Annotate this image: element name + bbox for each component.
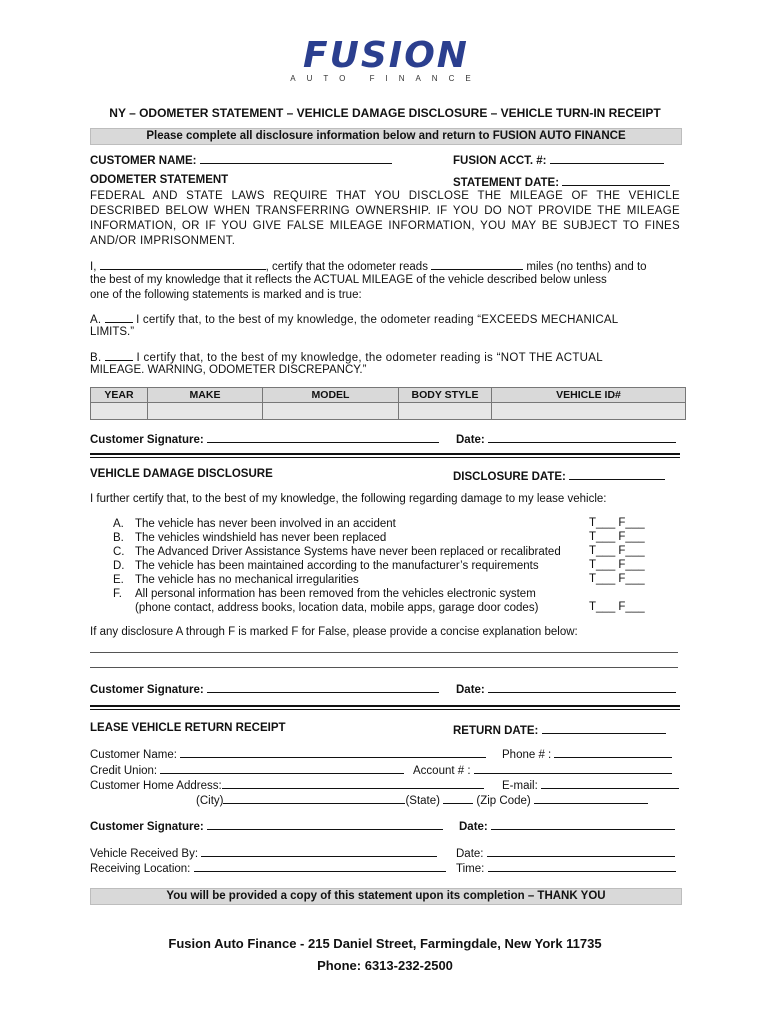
option-b-checkbox[interactable]	[105, 349, 133, 361]
vehicle-table	[90, 387, 686, 420]
signature-label: Customer Signature:	[90, 434, 204, 446]
logo-brand: FUSION	[303, 35, 469, 76]
disclosure-date-label: DISCLOSURE DATE:	[453, 471, 566, 483]
list-item	[113, 559, 539, 573]
customer-signature-field[interactable]	[207, 431, 439, 443]
col-year: YEAR	[91, 388, 148, 403]
customer-signature-field[interactable]	[207, 681, 439, 693]
home-address-field[interactable]	[222, 777, 484, 789]
signature-label: Customer Signature:	[90, 821, 204, 833]
col-make: MAKE	[148, 388, 263, 403]
item-key: A.	[113, 518, 124, 530]
item-key: E.	[113, 574, 124, 586]
damage-heading: VEHICLE DAMAGE DISCLOSURE	[90, 468, 273, 480]
option-a-checkbox[interactable]	[105, 311, 133, 323]
zip-field[interactable]	[534, 792, 648, 804]
body-style-cell[interactable]	[399, 403, 492, 420]
signature-date-field[interactable]	[488, 681, 676, 693]
customer-name-row	[90, 152, 392, 167]
explain-prompt: If any disclosure A through F is marked F for False, please provide a concise explanation below:	[90, 626, 578, 638]
logo-tagline: AUTO FINANCE	[290, 74, 482, 83]
footer-bar: You will be provided a copy of this statement upon its completion – THANK YOU	[90, 888, 682, 905]
credit-union-row	[90, 762, 404, 777]
item-key: F.	[113, 588, 122, 600]
option-b-text2: MILEAGE. WARNING, ODOMETER DISCREPANCY.”	[90, 364, 367, 376]
customer-name-label: CUSTOMER NAME:	[90, 155, 197, 167]
receiving-location-label: Receiving Location:	[90, 863, 191, 875]
state-field[interactable]	[443, 792, 473, 804]
phone-label: Phone # :	[502, 749, 552, 761]
certify-mid: , certify that the odometer reads	[265, 261, 428, 273]
odometer-heading: ODOMETER STATEMENT	[90, 174, 229, 186]
tf-choice[interactable]: T___ F___	[589, 601, 645, 613]
account-label: Account # :	[413, 765, 471, 777]
list-item	[113, 601, 538, 615]
instruction-bar: Please complete all disclosure information below and return to FUSION AUTO FINANCE	[90, 128, 682, 145]
option-a	[90, 311, 680, 326]
option-b	[90, 349, 680, 364]
signature-label: Customer Signature:	[90, 684, 204, 696]
signature-row-1	[90, 431, 439, 446]
account-field[interactable]	[474, 762, 672, 774]
signature-row-2	[90, 681, 439, 696]
item-text: The vehicle has never been involved in an accident	[135, 518, 396, 530]
received-time-label: Time:	[456, 863, 485, 875]
email-row	[502, 777, 679, 792]
document-title: NY – ODOMETER STATEMENT – VEHICLE DAMAGE DISCLOSURE – VEHICLE TURN-IN RECEIPT	[109, 106, 661, 120]
footer-address: Fusion Auto Finance - 215 Daniel Street, Farmingdale, New York 11735	[168, 936, 602, 951]
credit-union-label: Credit Union:	[90, 765, 158, 777]
city-label: (City)	[196, 795, 224, 807]
received-date-field[interactable]	[487, 845, 675, 857]
damage-intro: I further certify that, to the best of my knowledge, the following regarding damage to my lease vehicle:	[90, 493, 607, 505]
signature-row-3	[90, 818, 443, 833]
statement-date-label: STATEMENT DATE:	[453, 177, 560, 189]
received-by-row	[90, 845, 437, 860]
option-a-text2: LIMITS.”	[90, 326, 135, 338]
city-state-zip-row	[196, 792, 648, 807]
option-a-key: A.	[90, 314, 102, 326]
home-address-row	[90, 777, 484, 792]
tf-choice[interactable]: T___ F___	[589, 517, 645, 529]
state-label: (State)	[405, 795, 440, 807]
customer-name-field[interactable]	[200, 152, 392, 164]
certifier-name-field[interactable]	[100, 258, 266, 270]
credit-union-field[interactable]	[160, 762, 404, 774]
item-text: The vehicle has been maintained according to the manufacturer’s requirements	[135, 560, 539, 572]
received-by-label: Vehicle Received By:	[90, 848, 199, 860]
list-item	[113, 517, 396, 531]
fusion-acct-row	[453, 152, 664, 167]
item-text: The vehicle has no mechanical irregularities	[135, 574, 359, 586]
fusion-acct-field[interactable]	[550, 152, 664, 164]
receipt-heading: LEASE VEHICLE RETURN RECEIPT	[90, 722, 286, 734]
receiving-location-row	[90, 860, 446, 875]
received-date-row	[456, 845, 675, 860]
signature-date-row-2	[456, 681, 676, 696]
model-cell[interactable]	[263, 403, 399, 420]
section-divider	[90, 453, 680, 458]
item-text: All personal information has been removed from the vehicles electronic system	[135, 588, 536, 600]
tf-choice[interactable]: T___ F___	[589, 545, 645, 557]
email-label: E-mail:	[502, 780, 538, 792]
logo	[288, 35, 484, 86]
col-body-style: BODY STYLE	[399, 388, 492, 403]
vehicle-table-row	[91, 403, 686, 420]
list-item	[113, 545, 561, 559]
certify-line1	[90, 258, 680, 273]
receipt-customer-name-label: Customer Name:	[90, 749, 177, 761]
item-text: The vehicles windshield has never been replaced	[135, 532, 387, 544]
received-date-label: Date:	[456, 848, 484, 860]
city-field[interactable]	[223, 792, 405, 804]
year-cell[interactable]	[91, 403, 148, 420]
email-field[interactable]	[541, 777, 679, 789]
explanation-line-2[interactable]	[90, 667, 678, 668]
statement-date-field[interactable]	[562, 174, 670, 186]
signature-date-row-1	[456, 431, 676, 446]
odometer-reading-field[interactable]	[431, 258, 523, 270]
home-address-label: Customer Home Address:	[90, 780, 222, 792]
certify-line2: the best of my knowledge that it reflects the ACTUAL MILEAGE of the vehicle described below unless	[90, 274, 607, 286]
item-key: B.	[113, 532, 124, 544]
signature-date-row-3	[459, 818, 675, 833]
list-item	[113, 531, 386, 545]
list-item	[113, 587, 536, 601]
tf-choice[interactable]: T___ F___	[589, 531, 645, 543]
signature-date-field[interactable]	[488, 431, 676, 443]
signature-date-field[interactable]	[491, 818, 675, 830]
tf-choice[interactable]: T___ F___	[589, 559, 645, 571]
date-label: Date:	[459, 821, 488, 833]
explanation-line-1[interactable]	[90, 652, 678, 653]
option-a-text: I certify that, to the best of my knowledge, the odometer reading “EXCEEDS MECHANICAL	[136, 314, 619, 326]
return-date-field[interactable]	[542, 722, 666, 734]
item-key: C.	[113, 546, 125, 558]
received-time-row	[456, 860, 676, 875]
disclosure-date-field[interactable]	[569, 468, 665, 480]
list-item	[113, 573, 359, 587]
return-date-label: RETURN DATE:	[453, 725, 539, 737]
odometer-warning: FEDERAL AND STATE LAWS REQUIRE THAT YOU DISCLOSE THE MILEAGE OF THE VEHICLE DESCRIBED BELOW WHEN TRANSFERRING OWNERSHIP. IF YOU DO NOT PROVIDE THE MILEAGE INFORMATION, OR IF YOU GIVE FALSE MILEAGE INFORMATION, YOU MAY BE SUBJECT TO FINES AND/OR IMPRISONMENT.	[90, 190, 680, 247]
receiving-location-field[interactable]	[194, 860, 446, 872]
item-text: (phone contact, address books, location data, mobile apps, garage door codes)	[135, 602, 539, 614]
certify-i: I,	[90, 261, 97, 273]
item-key: D.	[113, 560, 125, 572]
zip-label: (Zip Code)	[476, 795, 531, 807]
date-label: Date:	[456, 684, 485, 696]
vehicle-table-header	[91, 388, 686, 403]
receipt-customer-name-row	[90, 746, 486, 761]
col-vehicle-id: VEHICLE ID#	[492, 388, 686, 403]
option-b-text: I certify that, to the best of my knowledge, the odometer reading is “NOT THE ACTUAL	[136, 352, 603, 364]
option-b-key: B.	[90, 352, 102, 364]
disclosure-date-row	[453, 468, 665, 483]
section-divider	[90, 705, 680, 710]
date-label: Date:	[456, 434, 485, 446]
make-cell[interactable]	[148, 403, 263, 420]
receipt-customer-name-field[interactable]	[180, 746, 486, 758]
phone-field[interactable]	[554, 746, 672, 758]
fusion-acct-label: FUSION ACCT. #:	[453, 155, 547, 167]
vehicle-id-cell[interactable]	[492, 403, 686, 420]
return-date-row	[453, 722, 666, 737]
received-time-field[interactable]	[488, 860, 676, 872]
customer-signature-field[interactable]	[207, 818, 443, 830]
item-text: The Advanced Driver Assistance Systems have never been replaced or recalibrated	[135, 546, 561, 558]
received-by-field[interactable]	[201, 845, 437, 857]
col-model: MODEL	[263, 388, 399, 403]
certify-line3: one of the following statements is marked and is true:	[90, 289, 362, 301]
phone-row	[502, 746, 672, 761]
footer-phone: Phone: 6313-232-2500	[317, 958, 453, 973]
tf-choice[interactable]: T___ F___	[589, 573, 645, 585]
certify-end: miles (no tenths) and to	[526, 261, 647, 273]
statement-date-row	[453, 174, 670, 189]
account-row	[413, 762, 672, 777]
